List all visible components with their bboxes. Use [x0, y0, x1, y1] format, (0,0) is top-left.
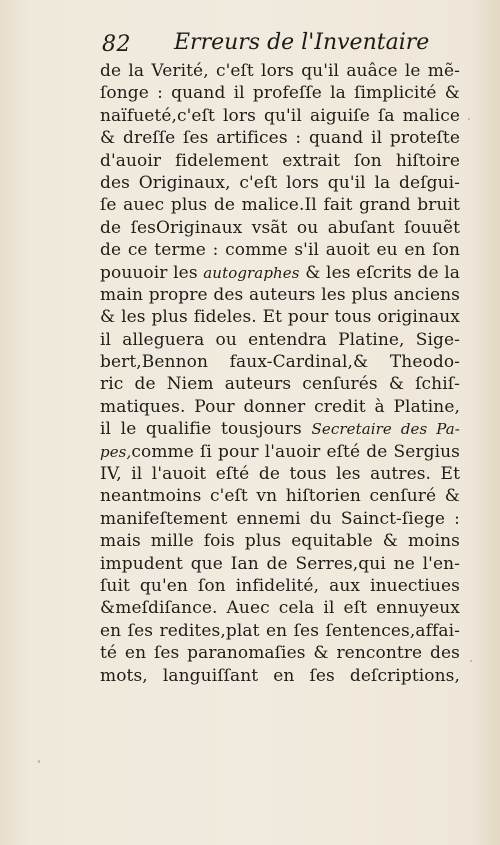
text-segment: & les eſcrits de la [299, 262, 460, 283]
paper-speck [470, 660, 472, 662]
text-line [100, 597, 460, 619]
text-line [100, 463, 460, 485]
page-number: 82 [102, 32, 131, 57]
paper-speck [468, 118, 470, 120]
text-segment: en ſes redites,plat en ſes ſentences,affai- [100, 620, 460, 641]
text-segment: il le qualifie tousjours [100, 419, 312, 440]
text-segment: naïfueté,c'eſt lors qu'il aiguiſe ſa malice [100, 105, 460, 126]
text-segment: des Originaux, c'eſt lors qu'il la deſgui- [100, 172, 460, 193]
text-line [100, 418, 460, 440]
text-segment: mais mille fois plus equitable & moins [100, 531, 460, 552]
text-line [100, 194, 460, 216]
text-segment: neantmoins c'eſt vn hiſtorien cenſuré & [100, 486, 460, 507]
text-line [100, 530, 460, 552]
text-line [100, 239, 460, 261]
text-segment: manifeſtement ennemi du Sainct-ſiege : [100, 508, 460, 529]
text-segment: comme ſi pour l'auoir eſté de Sergius [131, 441, 460, 462]
page-header [102, 30, 430, 62]
text-line [100, 127, 460, 149]
text-line [100, 665, 460, 687]
text-segment: IV, il l'auoit eſté de tous les autres. Et [100, 464, 460, 485]
text-segment: impudent que Ian de Serres,qui ne l'en- [100, 553, 460, 574]
text-line [100, 553, 460, 575]
text-line [100, 620, 460, 642]
text-line [100, 150, 460, 172]
paper-speck [38, 760, 40, 763]
text-segment: té en ſes paranomaſies & rencontre des [100, 643, 460, 664]
text-segment: de ce terme : comme s'il auoit eu en ſon [100, 240, 460, 261]
text-line [100, 105, 460, 127]
text-line [100, 82, 460, 104]
text-segment: ric de Niem auteurs cenſurés & ſchiſ- [100, 374, 460, 395]
text-line [100, 441, 460, 463]
text-line [100, 172, 460, 194]
text-segment: & les plus fideles. Et pour tous originaux [100, 307, 460, 328]
text-line [100, 262, 460, 284]
text-line [100, 217, 460, 239]
text-segment: d'auoir fidelement extrait ſon hiſtoire [100, 150, 460, 171]
text-segment: de ſesOriginaux vsãt ou abuſant ſouuẽt [100, 217, 460, 238]
text-line [100, 396, 460, 418]
text-segment: il alleguera ou entendra Platine, Sige- [100, 329, 460, 350]
text-line [100, 284, 460, 306]
text-segment: main propre des auteurs les plus anciens [100, 284, 460, 305]
text-line [100, 575, 460, 597]
text-segment: pouuoir les [100, 262, 204, 283]
text-segment: mots, languiſſant en ſes deſcriptions, [100, 665, 460, 686]
text-line [100, 306, 460, 328]
italic-text: autographes [203, 263, 300, 282]
italic-text: Secretaire des Pa- [311, 420, 460, 439]
text-line [100, 60, 460, 82]
text-segment: & dreſſe ſes artifices : quand il proteſte [100, 128, 460, 149]
text-segment: ſe auec plus de malice.Il fait grand bruit [100, 195, 460, 216]
text-line [100, 508, 460, 530]
text-segment: matiques. Pour donner credit à Platine, [100, 396, 460, 417]
text-line [100, 329, 460, 351]
text-segment: ſonge : quand il profeſſe la ſimplicité & [100, 83, 460, 104]
text-line [100, 373, 460, 395]
text-segment: ſuit qu'en ſon infidelité, aux inuectiues [100, 575, 460, 596]
text-segment: &meſdiſance. Auec cela il eſt ennuyeux [100, 598, 460, 619]
body-text [100, 60, 460, 687]
text-segment: bert,Bennon faux-Cardinal,& Theodo- [100, 352, 460, 373]
text-line [100, 642, 460, 664]
text-line [100, 351, 460, 373]
text-segment: de la Verité, c'eſt lors qu'il auâce le mẽ- [100, 61, 460, 81]
text-line [100, 485, 460, 507]
running-title: Erreurs de l'Inventaire [174, 30, 430, 55]
italic-text: pes, [100, 442, 132, 461]
